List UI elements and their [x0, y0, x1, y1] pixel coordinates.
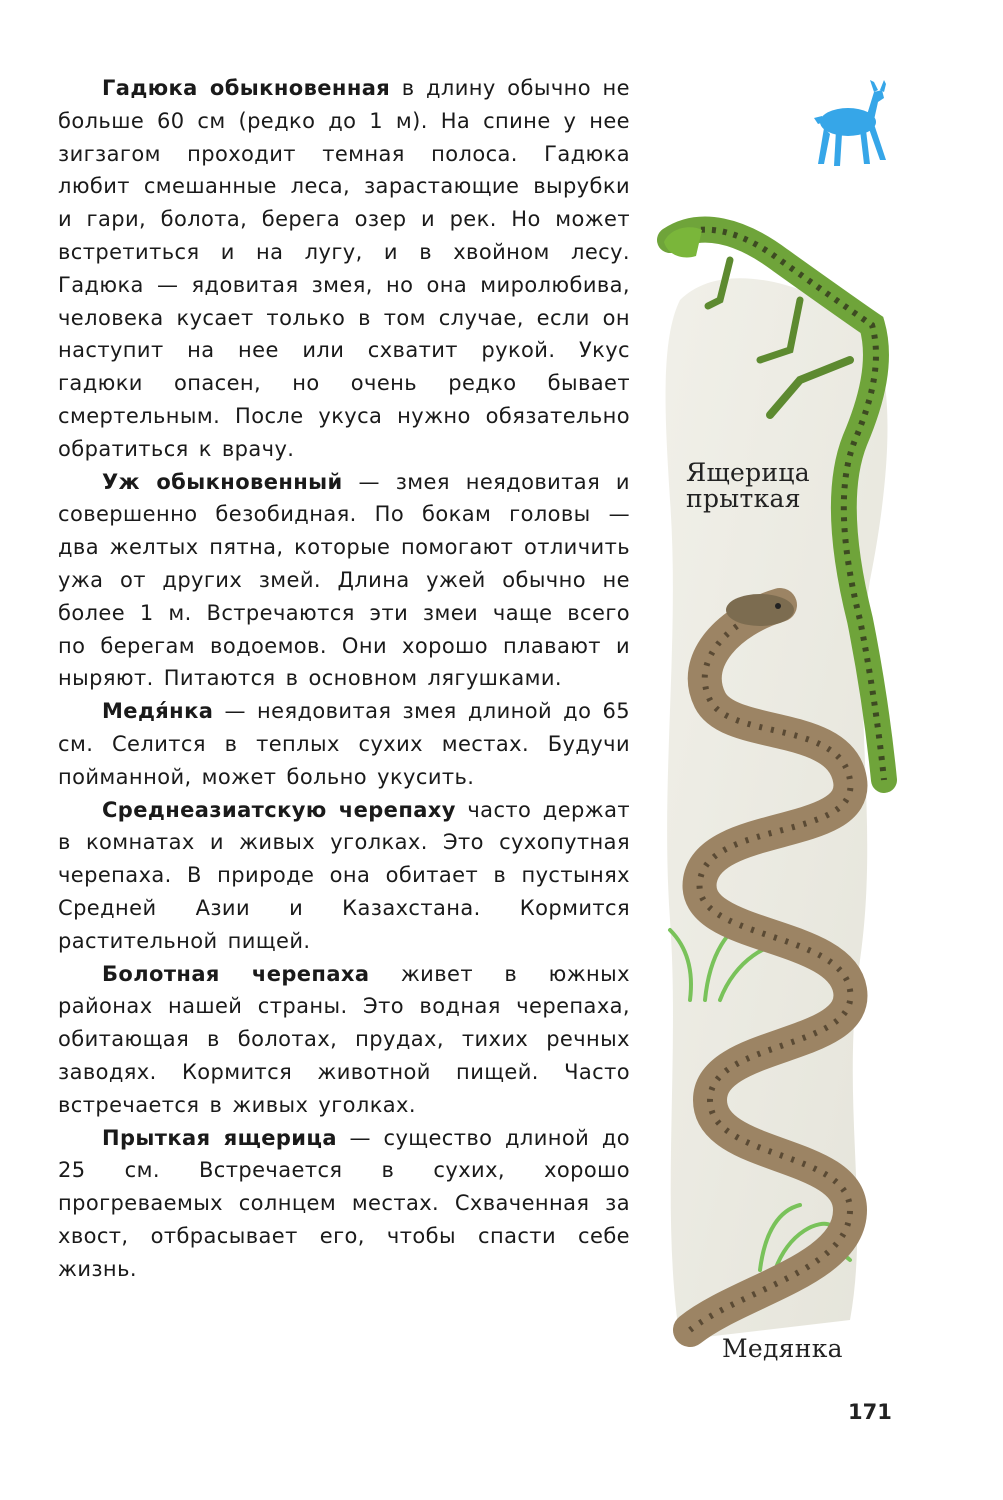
caption-lizard [686, 460, 810, 512]
reptile-drawing [650, 60, 910, 1380]
paragraph-sand-lizard [58, 1122, 630, 1286]
paragraph-copperhead [58, 695, 630, 793]
term-sand-lizard: Прыткая ящерица [102, 1125, 337, 1150]
text-pond-turtle: живет в южных районах нашей страны. Это водная черепаха, обитающая в болотах, прудах, тихих речных заводях. Кормится животной пищей. Часто встречается в живых уголках. [58, 961, 630, 1117]
page-number: 171 [848, 1400, 892, 1424]
term-pond-turtle: Болотная черепаха [102, 961, 370, 986]
text-asian-tortoise: часто держат в комнатах и живых уголках. Это сухопутная черепаха. В природе она обитает в пустынях Средней Азии и Казахстана. Кормится растительной пищей. [58, 797, 630, 953]
text-copperhead: — неядовитая змея длиной до 65 см. Селится в теплых сухих местах. Будучи пойманной, может больно укусить. [58, 699, 630, 789]
article-text [58, 72, 630, 1285]
text-grass-snake: — змея неядовитая и совершенно безобидная. По бокам головы — два желтых пятна, которые помогают отличить ужа от других змей. Длина ужей обычно не более 1 м. Встречаются эти змеи чаще всего по берегам водоемов. Они хорошо плавают и ныряют. Питаются в основном лягушками. [58, 469, 630, 691]
paragraph-asian-tortoise [58, 794, 630, 958]
term-viper: Гадюка обыкновенная [102, 76, 391, 100]
term-asian-tortoise: Среднеазиатскую черепаху [102, 797, 456, 822]
reptile-illustration [650, 60, 910, 1380]
text-sand-lizard: — существо длиной до 25 см. Встречается в сухих, хорошо прогреваемых солнцем местах. Схваченная за хвост, отбрасывает его, чтобы спасти себе жизнь. [58, 1125, 630, 1281]
term-grass-snake: Уж обыкновенный [102, 469, 343, 494]
text-viper: в длину обычно не больше 60 см (редко до 1 м). На спине у нее зигзагом проходит темная полоса. Гадюка любит смешанные леса, зарастающие вырубки и гари, болота, берега озер и рек. Но может встретиться и на лугу, и в хвойном лесу. Гадюка — ядовитая змея, но она миролюбива, человека кусает только в том случае, если он наступит на нее или схватит рукой. Укус гадюки опасен, но очень редко бывает смертельным. После укуса нужно обязательно обратиться к врачу. [58, 76, 630, 461]
term-copperhead: Медя́нка [102, 699, 214, 724]
paragraph-pond-turtle [58, 958, 630, 1122]
caption-lizard-line1: Ящерица [686, 458, 810, 487]
caption-copperhead: Медянка [722, 1334, 843, 1363]
caption-lizard-line2: прыткая [686, 484, 801, 513]
paragraph-grass-snake [58, 466, 630, 696]
paragraph-viper [58, 72, 630, 466]
